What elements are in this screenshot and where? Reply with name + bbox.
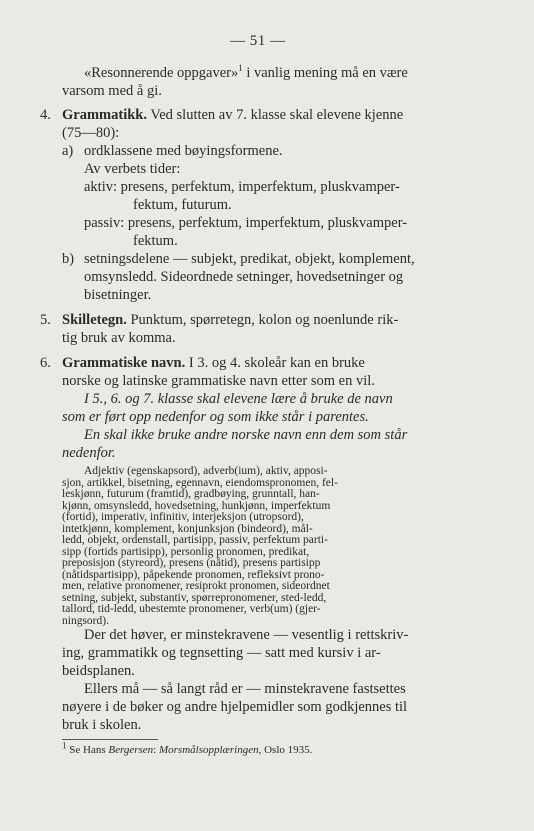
section-6-line-4: som er ført opp nedenfor og som ikke står i parentes. — [62, 409, 369, 425]
footnote-separator: : — [153, 744, 159, 756]
item-a-line-3: aktiv: presens, perfektum, imperfektum, pluskvamper- — [84, 179, 400, 195]
term-list-line-6: intetkjønn, komplement, konjunksjon (bindeord), mål- — [62, 522, 313, 535]
section-4-text: Ved slutten av 7. klasse skal elevene kjenne — [146, 107, 404, 123]
section-4-title: Grammatikk. — [62, 107, 147, 123]
footnote-reference: 1 — [238, 63, 243, 74]
term-list-line-5: (fortid), imperativ, infinitiv, interjeksjon (utropsord), — [62, 511, 304, 523]
footnote-rule — [62, 739, 158, 740]
footnote-book-title: Morsmålsopplæringen — [158, 744, 259, 756]
item-a-line-6: fektum. — [133, 233, 178, 249]
item-b-line-1: setningsdelene — subjekt, predikat, objekt, komplement, — [84, 251, 415, 267]
intro-line-2: varsom med å gi. — [62, 83, 162, 99]
requirements-line-1: Der det høver, er minstekravene — vesentlig i rettskriv- — [84, 627, 409, 643]
term-list-line-4: kjønn, omsynsledd, hovedsetning, hunkjønn, imperfektum — [62, 499, 331, 512]
section-4-number: 4. — [40, 107, 51, 123]
section-5-line-2: tig bruk av komma. — [62, 330, 176, 346]
term-list-line-1: Adjektiv (egenskapsord), adverb(ium), aktiv, apposi- — [84, 465, 328, 477]
section-5-title: Skilletegn. — [62, 312, 127, 328]
approval-line-2: nøyere i de bøker og andre hjelpemidler som godkjennes til — [62, 699, 408, 715]
section-6-line-2: norske og latinske grammatiske navn etter som en vil. — [62, 373, 375, 389]
section-6-line-5: En skal ikke bruke andre norske navn enn dem som står — [84, 427, 408, 443]
term-list-line-14: ningsord). — [62, 614, 109, 627]
section-6-line-6: nedenfor. — [62, 445, 116, 461]
section-6-text: I 3. og 4. skoleår kan en bruke — [185, 355, 365, 371]
requirements-line-3: beidsplanen. — [62, 663, 135, 679]
footnote-author: Bergersen — [108, 744, 154, 756]
item-a-line-2: Av verbets tider: — [84, 161, 181, 177]
item-b-line-2: omsynsledd. Sideordnede setninger, hovedsetninger og — [84, 269, 404, 285]
section-4-line-2: (75—80): — [62, 125, 120, 141]
page-number: — 51 — — [230, 33, 286, 49]
term-list-line-10: (nåtidspartisipp), påpekende pronomen, refleksivt prono- — [62, 568, 325, 581]
footnote — [62, 740, 313, 757]
requirements-line-2: ing, grammatikk og tegnsetting — satt med kursiv i ar- — [62, 645, 381, 661]
item-a-line-4: fektum, futurum. — [133, 197, 232, 213]
section-6-line-3: I 5., 6. og 7. klasse skal elevene lære å bruke de navn — [84, 391, 393, 407]
section-6-title: Grammatiske navn. — [62, 355, 186, 371]
approval-line-1: Ellers må — så langt råd er — minstekravene fastsettes — [84, 681, 406, 697]
term-list-line-8: sipp (fortids partisipp), personlig pronomen, predikat, — [62, 545, 310, 558]
term-list-line-12: setning, subjekt, substantiv, spørrepronomener, sted-ledd, — [62, 591, 327, 604]
term-list-line-2: sjon, artikkel, bisetning, egennavn, eiendomspronomen, fel- — [62, 476, 338, 489]
intro-text-b: i vanlig mening må en være — [242, 65, 408, 81]
approval-line-3: bruk i skolen. — [62, 717, 142, 733]
intro-text-a: «Resonnerende oppgaver» — [84, 65, 239, 81]
section-5-text: Punktum, spørretegn, kolon og noenlunde rik- — [126, 312, 399, 328]
term-list-line-11: men, relative pronomener, resiprokt pronomen, sideordnet — [62, 580, 330, 592]
footnote-text: Se Hans — [66, 744, 109, 756]
item-b-line-3: bisetninger. — [84, 287, 152, 303]
section-5-number: 5. — [40, 312, 51, 328]
term-list-line-3: leskjønn, futurum (framtid), gradbøying, grunntall, han- — [62, 488, 320, 500]
item-a-label: a) — [62, 143, 74, 159]
section-6-number: 6. — [40, 355, 51, 371]
term-list-line-7: ledd, objekt, ordenstall, partisipp, passiv, perfektum parti- — [62, 534, 328, 546]
item-b-label: b) — [62, 251, 75, 267]
footnote-mark: 1 — [62, 740, 67, 751]
term-list-line-13: tallord, tid-ledd, ubestemte pronomener, verb(um) (gjer- — [62, 603, 321, 615]
item-a-line-1: ordklassene med bøyingsformene. — [84, 143, 283, 159]
item-a-line-5: passiv: presens, perfektum, imperfektum, pluskvamper- — [84, 215, 408, 231]
term-list-line-9: preposisjon (styreord), presens (nåtid), presens partisipp — [62, 557, 321, 569]
footnote-publication: , Oslo 1935. — [258, 744, 313, 756]
